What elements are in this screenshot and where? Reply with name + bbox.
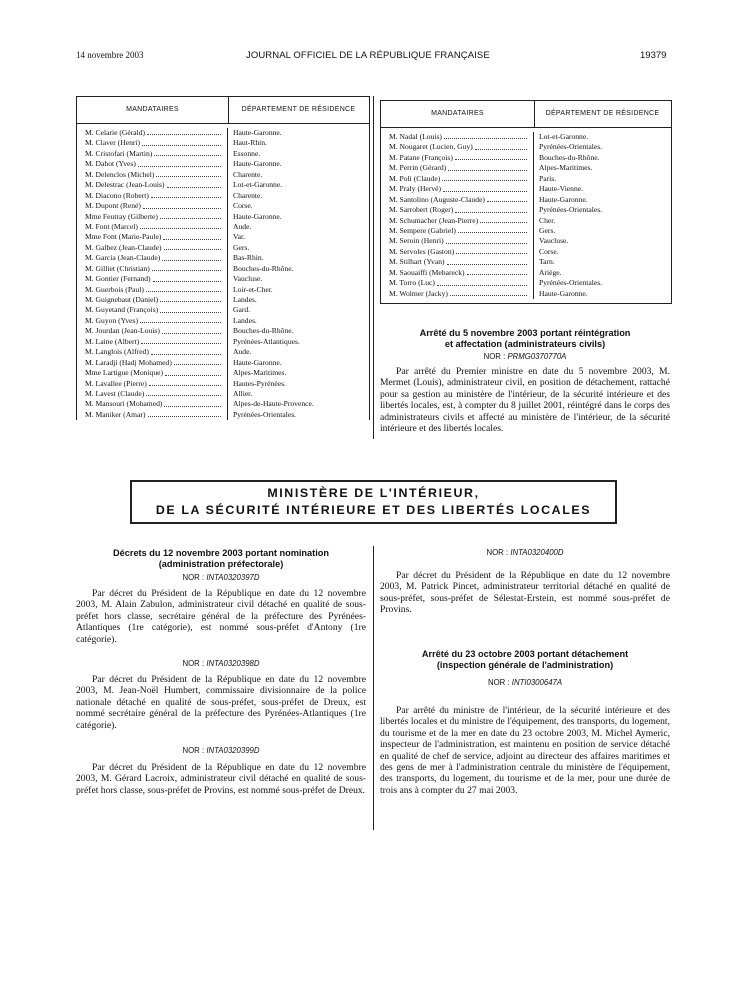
mandataire-name	[77, 138, 227, 148]
departement-cell: Tarn.	[539, 257, 555, 267]
leader-dots	[164, 243, 221, 250]
heading-line: Décrets du 12 novembre 2003 portant nomination	[113, 548, 329, 558]
departement-cell: Charente.	[233, 190, 263, 200]
nor-code: INTA0320398D	[206, 659, 260, 668]
mandataire-name-text: M. Galbez (Jean-Claude)	[85, 242, 162, 252]
departement-cell: Vaucluse.	[233, 274, 263, 284]
nor-code: INTA0320397D	[206, 573, 260, 582]
departement-cell: Aude.	[233, 347, 252, 357]
leader-dots	[442, 174, 527, 181]
nor-reference	[76, 573, 366, 582]
nor-code: PRMG0370770A	[507, 352, 567, 361]
mandataire-name-text: M. Perrin (Gérard)	[389, 163, 447, 173]
departement-cell: Charente.	[233, 169, 263, 179]
leader-dots	[140, 316, 221, 323]
departement-cell: Lot-et-Garonne.	[539, 132, 589, 141]
departement-cell: Lot-et-Garonne.	[233, 180, 283, 190]
mandataire-name-text: M. Seroin (Henri)	[389, 236, 444, 246]
mandataire-name	[381, 174, 533, 184]
mandataire-name-text: M. Delestrac (Jean-Louis)	[85, 180, 165, 190]
leader-dots	[160, 212, 221, 219]
departement-cell: Haute-Garonne.	[233, 211, 282, 221]
mandataire-name-text: M. Langlois (Alfred)	[85, 347, 149, 357]
decrets-heading	[76, 548, 366, 570]
leader-dots	[148, 410, 221, 417]
departement-cell: Vaucluse.	[539, 236, 569, 246]
departement-cell: Gers.	[233, 242, 250, 252]
mandataire-name-text: M. Stilhart (Yvan)	[389, 257, 445, 267]
mandataire-name	[77, 337, 227, 347]
nor-code: INTA0320400D	[510, 548, 564, 557]
mandataire-name	[77, 149, 227, 159]
mandataire-name-text: Mme Lartigue (Monique)	[85, 368, 164, 378]
leader-dots	[160, 295, 221, 302]
column-divider	[373, 96, 374, 439]
heading-line: Arrêté du 5 novembre 2003 portant réintégration	[419, 328, 631, 338]
mandataire-name	[381, 247, 533, 257]
nor-label: NOR :	[487, 678, 510, 687]
leader-dots	[146, 285, 221, 292]
leader-dots	[447, 257, 527, 264]
table-body	[77, 124, 369, 420]
leader-dots	[455, 153, 527, 160]
mandataire-name-text: M. Garcia (Jean-Claude)	[85, 253, 161, 263]
departement-cell: Bouches-du-Rhône.	[233, 326, 294, 336]
departement-cell: Pyrénées-Orientales.	[539, 278, 603, 288]
mandataire-name-text: M. Sarrobert (Roger)	[389, 205, 454, 215]
heading-line: Arrêté du 23 octobre 2003 portant détachement	[421, 649, 629, 659]
mandataire-name	[381, 205, 533, 215]
leader-dots	[160, 305, 221, 312]
mandataire-name-text: M. Celarie (Gérald)	[85, 128, 146, 137]
heading-line: (inspection générale de l'administration)	[436, 660, 614, 670]
mandataire-name	[77, 379, 227, 389]
nor-code: INTA0320399D	[206, 746, 260, 755]
mandataire-name	[381, 195, 533, 205]
leader-dots	[487, 195, 527, 202]
leader-dots	[458, 226, 527, 233]
decret-body: Par décret du Président de la République en date du 12 novembre 2003, M. Patrick Pincet, administrateur territorial détaché en qualité de sous-préfet, sous-préfet de Sélestat-Erstein, est nommé sous-préfet de Provins.	[380, 570, 670, 616]
leader-dots	[467, 268, 527, 275]
leader-dots	[443, 184, 527, 191]
departement-cell: Cher.	[539, 215, 556, 225]
mandataire-name-text: M. Lavest (Claude)	[85, 388, 145, 398]
departement-cell: Pyrénées-Orientales.	[539, 142, 603, 152]
departement-cell: Pyrénées-Atlantiques.	[233, 336, 300, 346]
departement-cell: Bas-Rhin.	[233, 253, 264, 263]
mandataire-name-text: Mme Feutray (Gilberte)	[85, 211, 158, 221]
departement-cell: Var.	[233, 232, 246, 242]
departement-cell: Haute-Vienne.	[539, 184, 584, 194]
page-header	[0, 0, 748, 70]
mandataire-name	[77, 212, 227, 222]
mandataire-name-text: M. Saouaiffi (Mebareck)	[389, 267, 465, 277]
mandataire-name	[381, 184, 533, 194]
mandataire-name-text: M. Torro (Luc)	[389, 278, 435, 288]
mandataire-name	[381, 153, 533, 163]
departement-cell: Paris.	[539, 173, 557, 183]
mandataire-name-text: M. Lavallee (Pierre)	[85, 378, 147, 388]
leader-dots	[446, 236, 527, 243]
leader-dots	[455, 205, 527, 212]
issue-date: 14 novembre 2003	[76, 50, 144, 60]
decret-body: Par décret du Président de la République en date du 12 novembre 2003, M. Gérard Lacroix, administrateur civil détaché en qualité de sous-préfet hors classe, sous-préfet de Provins, est nommé sous-préfet de Dreux.	[76, 762, 366, 796]
mandataire-name-text: M. Servoles (Gaston)	[389, 246, 455, 256]
arrete-detachement-heading	[380, 649, 670, 671]
names-column	[77, 128, 228, 420]
mandataire-name	[77, 410, 227, 420]
leader-dots	[149, 379, 221, 386]
departement-cell: Ariège.	[539, 267, 562, 277]
mandataire-name	[77, 368, 227, 378]
mandataire-name-text: M. Praly (Hervé)	[389, 184, 442, 194]
leader-dots	[163, 232, 221, 239]
mandataire-name	[381, 236, 533, 246]
mandataire-name-text: M. Mansouri (Mohamed)	[85, 399, 163, 409]
mandataire-name	[381, 163, 533, 173]
column-header-departement: DÉPARTEMENT DE RÉSIDENCE	[545, 109, 660, 117]
mandataire-name-text: M. Dahot (Yves)	[85, 159, 136, 169]
departement-cell: Corse.	[233, 201, 253, 211]
column-header-mandataires: MANDATAIRES	[381, 101, 535, 127]
mandataire-name	[381, 226, 533, 236]
mandataire-name-text: M. Guerbois (Paul)	[85, 284, 144, 294]
mandataire-name-text: M. Cristofari (Martin)	[85, 148, 153, 158]
leader-dots	[456, 247, 527, 254]
departement-cell: Loir-et-Cher.	[233, 284, 273, 294]
departement-cell: Alpes-de-Haute-Provence.	[233, 399, 314, 409]
mandataire-name	[77, 326, 227, 336]
leader-dots	[448, 163, 527, 170]
leader-dots	[153, 274, 221, 281]
leader-dots	[142, 138, 221, 145]
departement-cell: Hautes-Pyrénées.	[233, 378, 286, 388]
ministry-title-line: DE LA SÉCURITÉ INTÉRIEURE ET DES LIBERTÉS LOCALES	[155, 503, 592, 517]
mandataire-name-text: M. Delenclos (Michel)	[85, 169, 155, 179]
nor-reference	[380, 678, 670, 687]
mandataire-name-text: M. Laine (Albert)	[85, 336, 140, 346]
mandataire-name	[77, 243, 227, 253]
mandataire-name	[77, 285, 227, 295]
leader-dots	[165, 368, 221, 375]
mandataire-name-text: M. Jourdan (Jean-Louis)	[85, 326, 160, 336]
page-number: 19379	[640, 50, 667, 61]
mandataire-name	[381, 268, 533, 278]
decret-body: Par décret du Président de la République en date du 12 novembre 2003, M. Jean-Noël Humbert, commissaire divisionnaire de la police nationale détaché en qualité de sous-préfet, sous-préfet de Dreux, est nommé secrétaire général de la préfecture des Pyrénées-Atlantiques (1re catégorie).	[76, 674, 366, 731]
departement-cell: Haute-Garonne.	[539, 194, 588, 204]
departement-cell: Haute-Garonne.	[233, 159, 282, 169]
departments-column	[534, 132, 669, 299]
ministry-title-line: MINISTÈRE DE L'INTÉRIEUR,	[267, 486, 480, 500]
mandataire-name-text: M. Maniker (Amar)	[85, 409, 146, 419]
mandataire-name	[381, 142, 533, 152]
nor-label: NOR :	[182, 746, 205, 755]
column-divider	[373, 546, 374, 830]
mandataire-name	[77, 295, 227, 305]
mandataire-name	[77, 201, 227, 211]
mandataire-name-text: M. Gontier (Fernand)	[85, 274, 151, 284]
leader-dots	[437, 278, 527, 285]
mandataire-name	[77, 222, 227, 232]
leader-dots	[450, 289, 527, 296]
leader-dots	[138, 159, 221, 166]
mandataire-name-text: M. Wolmer (Jacky)	[389, 288, 448, 298]
mandataires-table-right	[380, 100, 672, 304]
nor-reference	[380, 548, 670, 557]
mandataire-name-text: M. Guyon (Yves)	[85, 315, 139, 325]
mandataire-name-text: M. Nougaret (Lucien, Guy)	[389, 142, 473, 152]
leader-dots	[146, 389, 221, 396]
nor-label: NOR :	[486, 548, 509, 557]
mandataire-name	[381, 132, 533, 142]
nor-label: NOR :	[182, 573, 205, 582]
leader-dots	[164, 399, 221, 406]
mandataire-name	[77, 389, 227, 399]
mandataire-name-text: M. Guyetand (François)	[85, 305, 159, 315]
mandataire-name	[77, 347, 227, 357]
mandataire-name-text: M. Schumacher (Jean-Pierre)	[389, 215, 479, 225]
leader-dots	[162, 326, 221, 333]
mandataire-name-text: M. Nadal (Louis)	[389, 132, 442, 141]
departments-column	[228, 128, 367, 420]
leader-dots	[147, 128, 221, 135]
mandataire-name	[381, 216, 533, 226]
mandataires-table-left	[76, 96, 370, 420]
nor-code: INTI0300647A	[511, 678, 563, 687]
mandataire-name	[77, 358, 227, 368]
leader-dots	[480, 216, 527, 223]
departement-cell: Haute-Garonne.	[539, 288, 588, 298]
heading-line: (administration préfectorale)	[158, 559, 284, 569]
leader-dots	[174, 358, 221, 365]
mandataire-name	[77, 316, 227, 326]
leader-dots	[156, 170, 221, 177]
mandataire-name-text: M. Patane (François)	[389, 152, 453, 162]
names-column	[381, 132, 534, 299]
leader-dots	[151, 191, 221, 198]
mandataire-name	[77, 232, 227, 242]
mandataire-name	[381, 257, 533, 267]
nor-label: NOR :	[483, 352, 506, 361]
departement-cell: Haut-Rhin.	[233, 138, 267, 148]
leader-dots	[152, 264, 221, 271]
leader-dots	[154, 149, 221, 156]
decret-body: Par décret du Président de la République en date du 12 novembre 2003, M. Alain Zabulon, administrateur civil détaché en qualité de sous-préfet hors classe, secrétaire général de la préfecture des Pyrénées-Atlantiques (1re catégorie), est nommé sous-préfet d'Antony (1re catégorie).	[76, 588, 366, 645]
departement-cell: Corse.	[539, 246, 559, 256]
departement-cell: Landes.	[233, 315, 257, 325]
mandataire-name-text: Mme Font (Marie-Paule)	[85, 232, 162, 242]
leader-dots	[444, 132, 527, 139]
departement-cell: Alpes-Maritimes.	[539, 163, 593, 173]
departement-cell: Haute-Garonne.	[233, 128, 282, 137]
mandataire-name	[381, 289, 533, 299]
table-header	[381, 101, 671, 128]
mandataire-name-text: M. Poli (Claude)	[389, 173, 441, 183]
mandataire-name	[77, 305, 227, 315]
mandataire-name	[381, 278, 533, 288]
departement-cell: Gers.	[539, 225, 556, 235]
departement-cell: Alpes-Maritimes.	[233, 368, 287, 378]
journal-title: JOURNAL OFFICIEL DE LA RÉPUBLIQUE FRANÇAISE	[246, 50, 490, 61]
mandataire-name-text: M. Font (Marcel)	[85, 221, 138, 231]
leader-dots	[140, 222, 221, 229]
leader-dots	[162, 253, 221, 260]
leader-dots	[143, 201, 221, 208]
nor-reference	[76, 746, 366, 755]
nor-reference	[76, 659, 366, 668]
departement-cell: Pyrénées-Orientales.	[539, 205, 603, 215]
departement-cell: Essonne.	[233, 148, 261, 158]
departement-cell: Bouches-du-Rhône.	[539, 152, 600, 162]
arrete-reintegration-heading	[380, 328, 670, 350]
mandataire-name	[77, 170, 227, 180]
arrete-detachement-body: Par arrêté du ministre de l'intérieur, de la sécurité intérieure et des libertés locales et du ministre de l'équipement, des transports, du logement, du tourisme et de la mer en date du 23 octobre 2003, M. Michel Aymeric, inspecteur de l'administration, est maintenu en position de service détaché en qualité de chef de service, adjoint au directeur des affaires maritimes et des gens de mer à l'administration centrale du ministère de l'équipement, des transports, du logement, du tourisme et de la mer, pour une durée de trois ans à compter du 27 mai 2003.	[380, 705, 670, 796]
heading-line: et affectation (administrateurs civils)	[444, 339, 606, 349]
leader-dots	[475, 142, 527, 149]
mandataire-name-text: M. Santolino (Auguste-Claude)	[389, 194, 485, 204]
column-header-mandataires: MANDATAIRES	[77, 97, 229, 123]
column-header-departement: DÉPARTEMENT DE RÉSIDENCE	[241, 105, 356, 113]
mandataire-name	[77, 159, 227, 169]
nor-label: NOR :	[182, 659, 205, 668]
departement-cell: Aude.	[233, 221, 252, 231]
mandataire-name	[77, 191, 227, 201]
mandataire-name	[77, 128, 227, 138]
departement-cell: Pyrénées-Orientales.	[233, 409, 297, 419]
departement-cell: Bouches-du-Rhône.	[233, 263, 294, 273]
departement-cell: Gard.	[233, 305, 251, 315]
mandataire-name	[77, 274, 227, 284]
mandataire-name-text: M. Diacono (Robert)	[85, 190, 149, 200]
departement-cell: Haute-Garonne.	[233, 357, 282, 367]
table-body	[381, 128, 671, 303]
table-header	[77, 97, 369, 124]
ministry-title-box	[130, 480, 617, 524]
mandataire-name	[77, 253, 227, 263]
arrete-reintegration-body: Par arrêté du Premier ministre en date du 5 novembre 2003, M. Mermet (Louis), administrateur civil, en position de détachement, rattaché pour sa gestion au ministère de l'intérieur, de la sécurité intérieure et des libertés locales, est, à compter du 8 juillet 2001, réintégré dans le corps des administrateurs civils et affecté au ministère de l'intérieur, de la sécurité intérieure et des libertés locales.	[380, 366, 670, 435]
mandataire-name	[77, 399, 227, 409]
mandataire-name-text: M. Laradji (Hadj Mohamed)	[85, 357, 172, 367]
leader-dots	[141, 337, 221, 344]
mandataire-name	[77, 180, 227, 190]
departement-cell: Allier.	[233, 388, 253, 398]
departement-cell: Landes.	[233, 295, 257, 304]
mandataire-name-text: M. Dupont (René)	[85, 201, 141, 211]
mandataire-name-text: M. Guignebaut (Daniel)	[85, 295, 159, 304]
leader-dots	[151, 347, 221, 354]
mandataire-name-text: M. Sempere (Gabriel)	[389, 225, 456, 235]
mandataire-name-text: M. Gilliet (Christian)	[85, 263, 150, 273]
nor-reference	[380, 352, 670, 361]
leader-dots	[167, 180, 222, 187]
mandataire-name-text: M. Claver (Henri)	[85, 138, 141, 148]
mandataire-name	[77, 264, 227, 274]
